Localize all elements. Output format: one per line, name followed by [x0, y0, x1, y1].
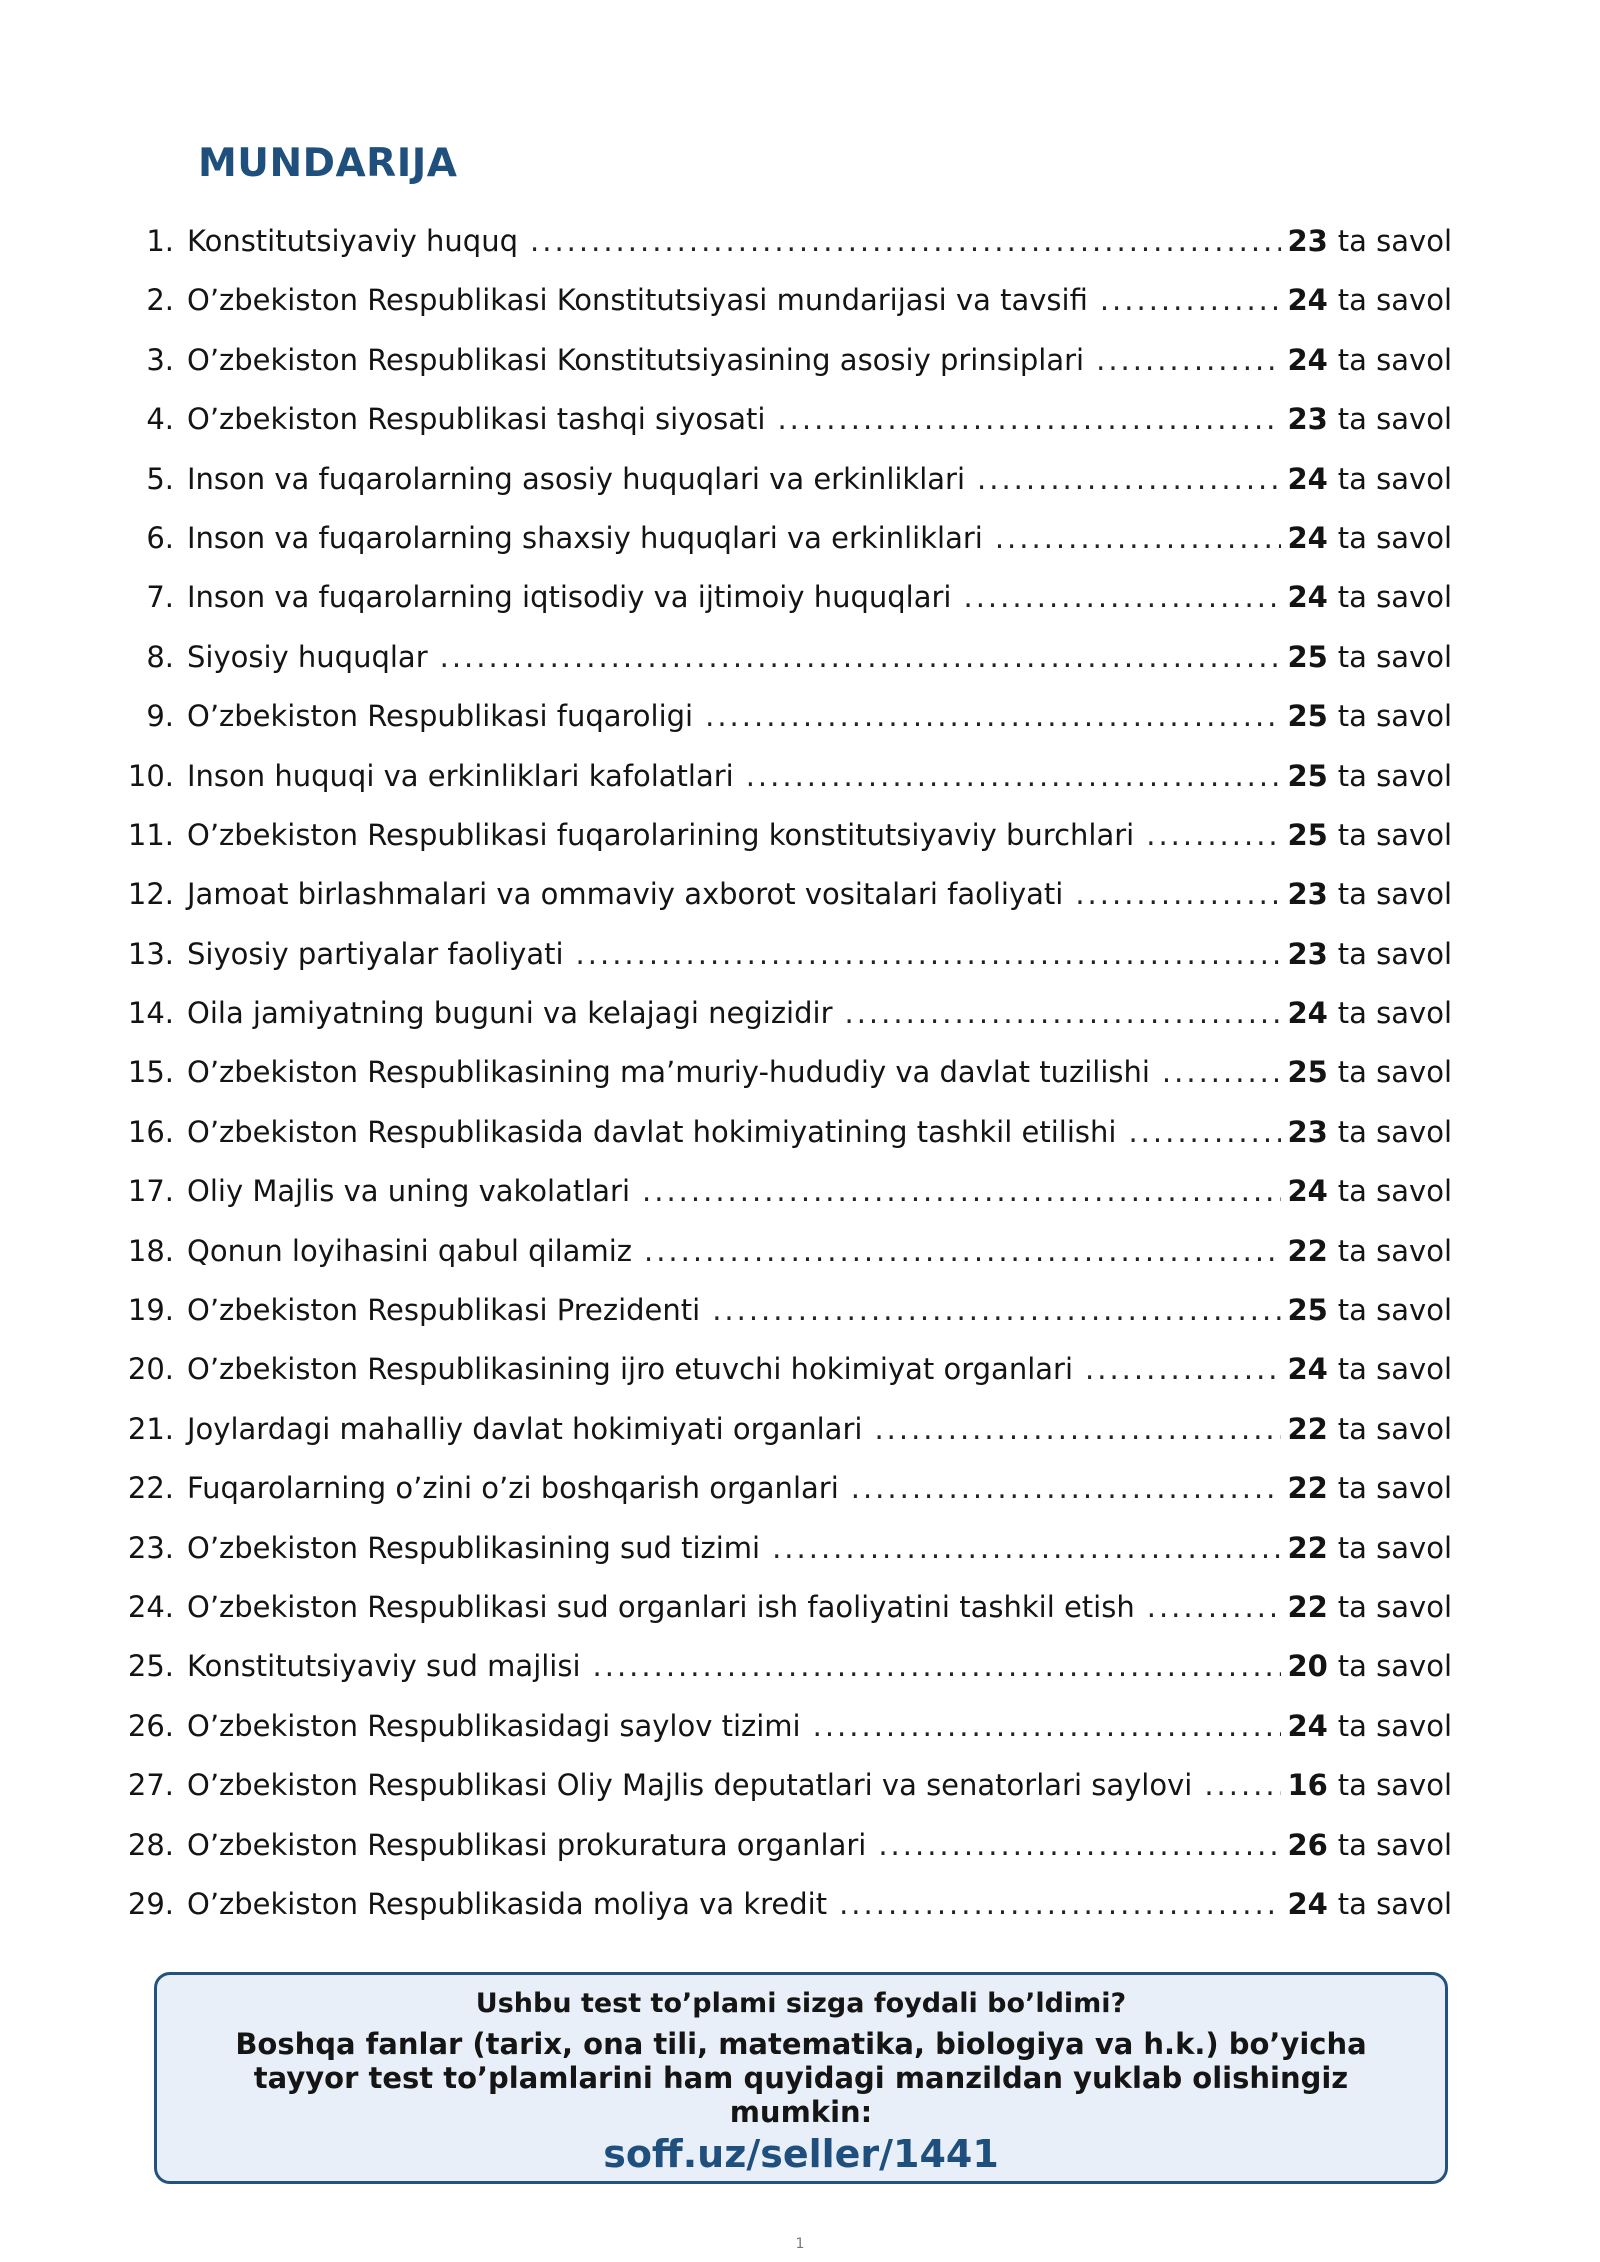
toc-item[interactable] — [122, 1054, 1452, 1113]
toc-item-number: 16. — [127, 1114, 174, 1149]
question-count: 22 — [1287, 1589, 1328, 1624]
toc-item-number: 11. — [127, 817, 174, 852]
question-count: 24 — [1287, 1886, 1328, 1921]
toc-item-number: 5. — [146, 461, 174, 496]
dot-leader — [440, 639, 1282, 675]
toc-item-number: 28. — [127, 1827, 174, 1862]
question-count: 24 — [1287, 1708, 1328, 1743]
toc-item[interactable] — [122, 461, 1452, 520]
question-unit: ta savol — [1337, 639, 1452, 674]
toc-item[interactable] — [122, 1351, 1452, 1410]
toc-item[interactable] — [122, 1114, 1452, 1173]
toc-item-title: Inson va fuqarolarning iqtisodiy va ijtimoiy huquqlari — [187, 580, 952, 615]
question-unit: ta savol — [1337, 1114, 1452, 1149]
question-unit: ta savol — [1337, 936, 1452, 971]
toc-item[interactable] — [122, 1589, 1452, 1648]
question-count: 23 — [1287, 936, 1328, 971]
question-unit: ta savol — [1337, 1768, 1452, 1803]
question-count: 25 — [1287, 699, 1328, 734]
page-title: MUNDARIJA — [198, 141, 458, 186]
toc-item-title: Oliy Majlis va uning vakolatlari — [187, 1174, 631, 1209]
dot-leader — [705, 698, 1281, 734]
question-count: 23 — [1287, 1114, 1328, 1149]
question-count: 22 — [1287, 1411, 1328, 1446]
toc-item[interactable] — [122, 342, 1452, 401]
question-unit: ta savol — [1337, 1649, 1452, 1684]
toc-item-title: Inson huquqi va erkinliklari kafolatlari — [187, 758, 734, 793]
question-count: 25 — [1287, 758, 1328, 793]
toc-item-title: O’zbekiston Respublikasi fuqaroligi — [187, 699, 694, 734]
toc-item-number: 27. — [127, 1768, 174, 1803]
question-count: 23 — [1287, 224, 1328, 258]
question-unit: ta savol — [1337, 1411, 1452, 1446]
toc-item[interactable] — [122, 698, 1452, 757]
toc-item[interactable] — [122, 223, 1452, 282]
question-unit: ta savol — [1337, 1589, 1452, 1624]
toc-item-number: 8. — [146, 639, 174, 674]
question-count: 22 — [1287, 1233, 1328, 1268]
toc-item-title: O’zbekiston Respublikasi Oliy Majlis deputatlari va senatorlari saylovi — [187, 1768, 1193, 1803]
toc-item-title: O’zbekiston Respublikasining sud tizimi — [187, 1530, 761, 1565]
toc-item[interactable] — [122, 1233, 1452, 1292]
toc-item-title: Siyosiy huquqlar — [187, 639, 428, 674]
toc-item-title: Joylardagi mahalliy davlat hokimiyati organlari — [187, 1411, 863, 1446]
toc-item-number: 18. — [127, 1233, 174, 1268]
toc-item-number: 26. — [127, 1708, 174, 1743]
toc-item[interactable] — [122, 282, 1452, 341]
question-count: 24 — [1287, 283, 1328, 318]
question-unit: ta savol — [1337, 1055, 1452, 1090]
seller-link[interactable]: soff.uz/seller/1441 — [603, 2132, 999, 2176]
toc-item-number: 20. — [127, 1352, 174, 1387]
toc-item[interactable] — [122, 1173, 1452, 1232]
toc-item[interactable] — [122, 1411, 1452, 1470]
dot-leader — [1075, 876, 1281, 912]
toc-item-number: 19. — [127, 1293, 174, 1328]
dot-leader — [644, 1233, 1281, 1269]
toc-item[interactable] — [122, 1767, 1452, 1826]
promo-text: Boshqa fanlar (tarix, ona tili, matematika, biologiya va h.k.) bo’yicha tayyor test to’plamlarini ham quyidagi manzildan yuklab olishingiz mumkin: — [235, 2027, 1367, 2129]
toc-item-title: O’zbekiston Respublikasi fuqarolarining konstitutsiyaviy burchlari — [187, 817, 1135, 852]
toc-item[interactable] — [122, 1708, 1452, 1767]
toc-item-title: Konstitutsiyaviy huquq — [187, 224, 519, 258]
question-count: 22 — [1287, 1530, 1328, 1565]
dot-leader — [839, 1886, 1281, 1922]
toc-item-number: 15. — [127, 1055, 174, 1090]
question-count: 24 — [1287, 461, 1328, 496]
question-count: 23 — [1287, 877, 1328, 912]
question-count: 24 — [1287, 520, 1328, 555]
question-unit: ta savol — [1337, 1233, 1452, 1268]
question-unit: ta savol — [1337, 877, 1452, 912]
toc-item-number: 12. — [127, 877, 174, 912]
toc-item-number: 9. — [146, 699, 174, 734]
question-count: 24 — [1287, 1352, 1328, 1387]
toc-item[interactable] — [122, 995, 1452, 1054]
toc-item[interactable] — [122, 1292, 1452, 1351]
toc-item-title: O’zbekiston Respublikasi Konstitutsiyasining asosiy prinsiplari — [187, 342, 1085, 377]
question-unit: ta savol — [1337, 1174, 1452, 1209]
dot-leader — [964, 579, 1282, 615]
dot-leader — [777, 401, 1281, 437]
dot-leader — [1162, 1054, 1282, 1090]
question-count: 24 — [1287, 342, 1328, 377]
promo-question: Ushbu test to’plami sizga foydali bo’ldimi? — [475, 1988, 1127, 2019]
toc-item-number: 14. — [127, 996, 174, 1031]
toc-item[interactable] — [122, 1886, 1452, 1945]
toc-item-number: 10. — [127, 758, 174, 793]
toc-item-number: 2. — [146, 283, 174, 318]
question-count: 25 — [1287, 817, 1328, 852]
question-unit: ta savol — [1337, 1827, 1452, 1862]
toc-item-title: O’zbekiston Respublikasi tashqi siyosati — [187, 402, 766, 437]
toc-item-title: Konstitutsiyaviy sud majlisi — [187, 1649, 581, 1684]
dot-leader — [995, 520, 1282, 556]
dot-leader — [851, 1470, 1282, 1506]
toc-item-title: Oila jamiyatning buguni va kelajagi negizidir — [187, 996, 833, 1031]
toc-item-number: 4. — [146, 402, 174, 437]
dot-leader — [772, 1530, 1281, 1566]
toc-item-title: Inson va fuqarolarning shaxsiy huquqlari va erkinliklari — [187, 520, 983, 555]
question-count: 25 — [1287, 639, 1328, 674]
page-number: 1 — [795, 2236, 805, 2252]
toc-item-number: 29. — [127, 1886, 174, 1921]
question-unit: ta savol — [1337, 520, 1452, 555]
dot-leader — [1128, 1114, 1281, 1150]
toc-item-title: O’zbekiston Respublikasi sud organlari ish faoliyatini tashkil etish — [187, 1589, 1135, 1624]
toc-item[interactable] — [122, 758, 1452, 817]
dot-leader — [1146, 817, 1281, 853]
toc-item-number: 17. — [127, 1174, 174, 1209]
toc-item[interactable] — [122, 401, 1452, 460]
question-count: 24 — [1287, 580, 1328, 615]
table-of-contents — [122, 223, 1452, 1945]
question-unit: ta savol — [1337, 758, 1452, 793]
toc-item-number: 21. — [127, 1411, 174, 1446]
dot-leader — [642, 1173, 1281, 1209]
question-unit: ta savol — [1337, 699, 1452, 734]
dot-leader — [874, 1411, 1281, 1447]
dot-leader — [878, 1827, 1281, 1863]
dot-leader — [712, 1292, 1281, 1328]
toc-item-title: Jamoat birlashmalari va ommaviy axborot vositalari faoliyati — [187, 877, 1064, 912]
question-unit: ta savol — [1337, 1530, 1452, 1565]
question-unit: ta savol — [1337, 580, 1452, 615]
toc-item-title: O’zbekiston Respublikasi prokuratura organlari — [187, 1827, 867, 1862]
dot-leader — [1096, 342, 1281, 378]
dot-leader — [1100, 282, 1282, 318]
toc-item-title: Inson va fuqarolarning asosiy huquqlari va erkinliklari — [187, 461, 966, 496]
toc-item-number: 7. — [146, 580, 174, 615]
question-count: 24 — [1287, 1174, 1328, 1209]
question-count: 25 — [1287, 1293, 1328, 1328]
question-unit: ta savol — [1337, 342, 1452, 377]
toc-item[interactable] — [122, 817, 1452, 876]
dot-leader — [593, 1648, 1282, 1684]
toc-item-number: 24. — [127, 1589, 174, 1624]
toc-item-title: O’zbekiston Respublikasi Konstitutsiyasi mundarijasi va tavsifi — [187, 283, 1088, 318]
question-unit: ta savol — [1337, 402, 1452, 437]
dot-leader — [1147, 1589, 1282, 1625]
toc-item[interactable] — [122, 639, 1452, 698]
toc-item-title: Fuqarolarning o’zini o’zi boshqarish organlari — [187, 1471, 839, 1506]
toc-item[interactable] — [122, 876, 1452, 935]
toc-item[interactable] — [122, 936, 1452, 995]
toc-item-title: Siyosiy partiyalar faoliyati — [187, 936, 564, 971]
toc-item-title: O’zbekiston Respublikasining ma’muriy-hududiy va davlat tuzilishi — [187, 1055, 1150, 1090]
question-unit: ta savol — [1337, 1352, 1452, 1387]
toc-item-title: O’zbekiston Respublikasidagi saylov tizimi — [187, 1708, 801, 1743]
toc-item[interactable] — [122, 1827, 1452, 1886]
toc-item[interactable] — [122, 1470, 1452, 1529]
dot-leader — [813, 1708, 1282, 1744]
question-count: 26 — [1287, 1827, 1328, 1862]
toc-item[interactable] — [122, 520, 1452, 579]
dot-leader — [1204, 1767, 1281, 1803]
toc-item-title: O’zbekiston Respublikasining ijro etuvchi hokimiyat organlari — [187, 1352, 1074, 1387]
toc-item[interactable] — [122, 579, 1452, 638]
question-count: 25 — [1287, 1055, 1328, 1090]
toc-item-number: 13. — [127, 936, 174, 971]
question-unit: ta savol — [1337, 1293, 1452, 1328]
toc-item-number: 6. — [146, 520, 174, 555]
toc-item-number: 25. — [127, 1649, 174, 1684]
question-unit: ta savol — [1337, 224, 1452, 258]
toc-item-number: 1. — [146, 224, 174, 258]
question-unit: ta savol — [1337, 1886, 1452, 1921]
question-count: 16 — [1287, 1768, 1328, 1803]
dot-leader — [1085, 1351, 1281, 1387]
question-count: 24 — [1287, 996, 1328, 1031]
promo-box — [154, 1972, 1448, 2184]
question-count: 22 — [1287, 1471, 1328, 1506]
question-unit: ta savol — [1337, 1708, 1452, 1743]
toc-item[interactable] — [122, 1530, 1452, 1589]
toc-item-title: O’zbekiston Respublikasida moliya va kredit — [187, 1886, 828, 1921]
question-unit: ta savol — [1337, 996, 1452, 1031]
dot-leader — [530, 223, 1281, 259]
toc-item-number: 22. — [127, 1471, 174, 1506]
dot-leader — [576, 936, 1282, 972]
toc-item-title: Qonun loyihasini qabul qilamiz — [187, 1233, 632, 1268]
question-count: 20 — [1287, 1649, 1328, 1684]
question-unit: ta savol — [1337, 817, 1452, 852]
toc-item[interactable] — [122, 1648, 1452, 1707]
toc-item-number: 3. — [146, 342, 174, 377]
toc-item-title: O’zbekiston Respublikasida davlat hokimiyatining tashkil etilishi — [187, 1114, 1117, 1149]
toc-item-number: 23. — [127, 1530, 174, 1565]
dot-leader — [977, 461, 1281, 497]
question-unit: ta savol — [1337, 461, 1452, 496]
question-unit: ta savol — [1337, 1471, 1452, 1506]
question-count: 23 — [1287, 402, 1328, 437]
question-unit: ta savol — [1337, 283, 1452, 318]
dot-leader — [845, 995, 1282, 1031]
toc-item-title: O’zbekiston Respublikasi Prezidenti — [187, 1293, 701, 1328]
dot-leader — [746, 758, 1282, 794]
